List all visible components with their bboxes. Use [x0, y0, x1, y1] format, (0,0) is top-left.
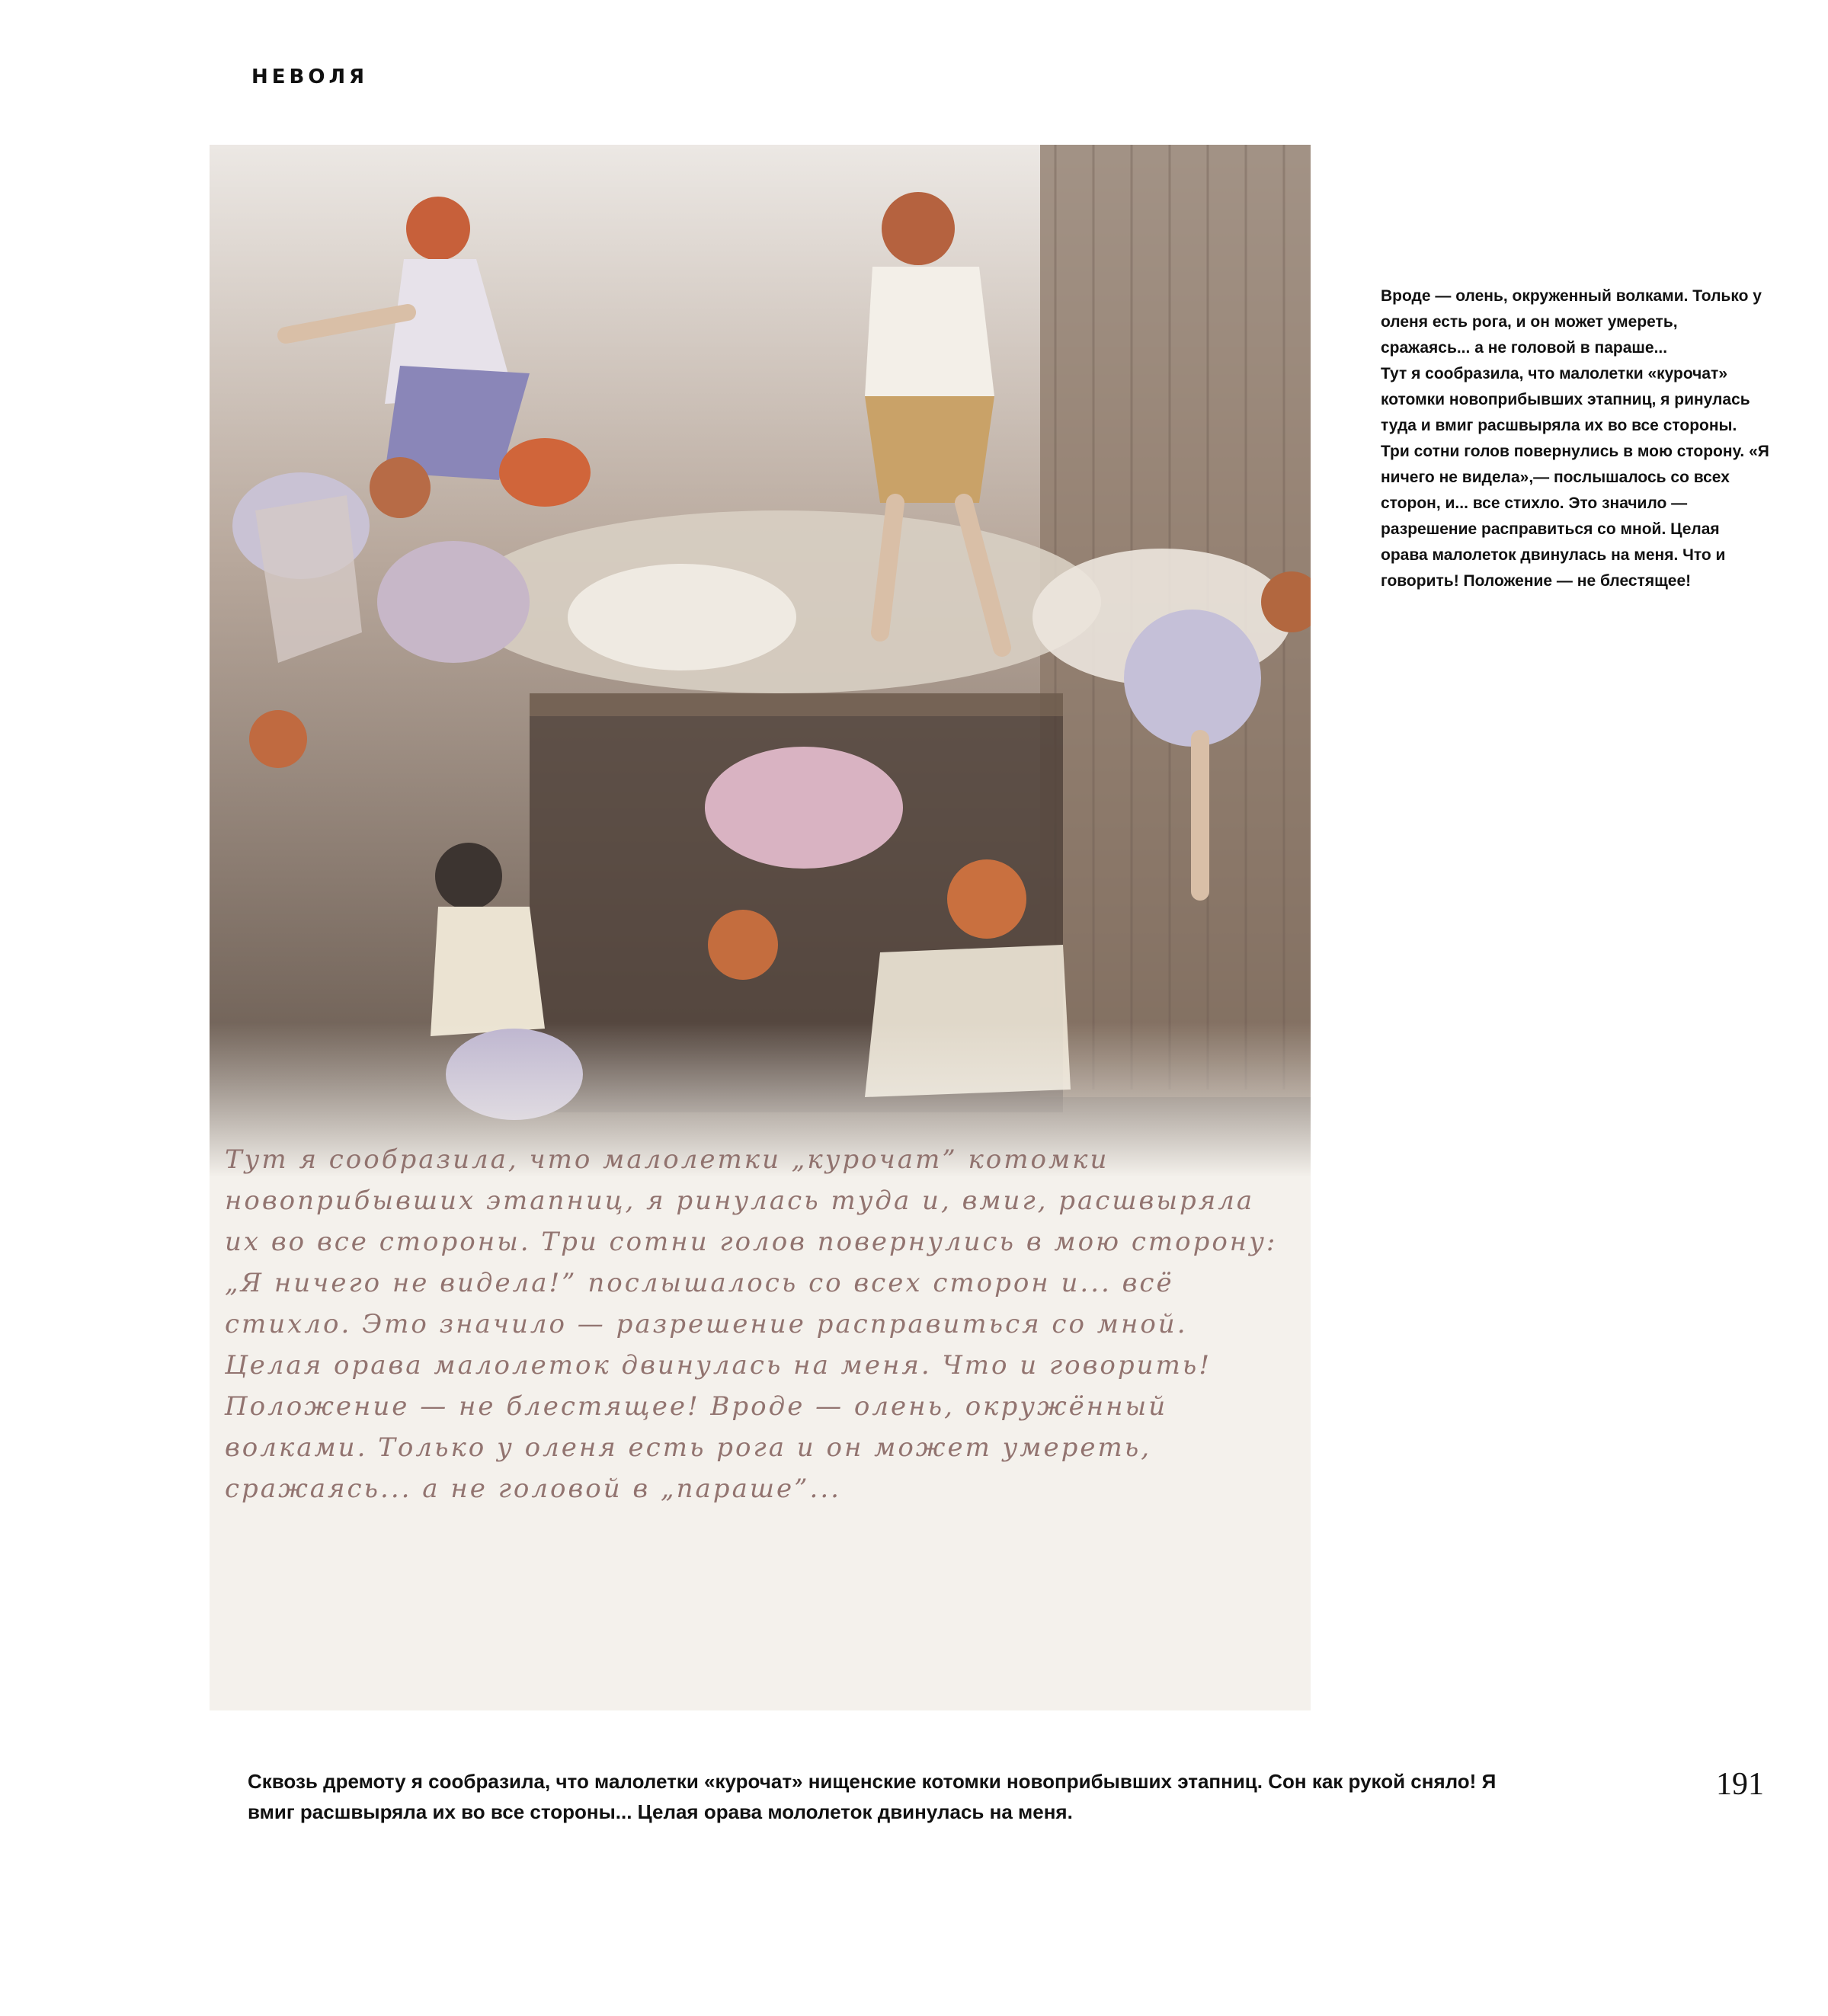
drawing-scene — [210, 145, 1311, 1177]
side-paragraph: Вроде — олень, окруженный волками. Только у оленя есть рога, и он может умереть, сражаясь... а не головой в параше... — [1381, 287, 1762, 357]
running-head: НЕВОЛЯ — [251, 66, 369, 88]
caption: Сквозь дремоту я сообразила, что малолетки «курочат» нищенские котомки новоприбывших этапниц. Сон как рукой сняло! Я вмиг расшвыряла их во все стороны... Целая орава мололеток двинулась на меня. — [248, 1770, 1497, 1823]
side-text — [1381, 283, 1769, 594]
drawing-illustration — [210, 145, 1311, 1710]
side-paragraph: Тут я сообразила, что малолетки «курочат» котомки новоприбывших этапниц, я ринулась туда и вмиг расшвыряла их во все стороны. Три сотни голов повернулись в мою сторону. «Я ничего не видела»,— послышалось со всех сторон, и... все стихло. Это значило — разрешение расправиться со мной. Целая орава малолеток двинулась на меня. Что и говорить! Положение — не блестящее! — [1381, 365, 1769, 590]
page-number: 191 — [1716, 1767, 1764, 1802]
handwritten-text: Тут я сообразила, что малолетки „курочат” котомки новоприбывших этапниц, я ринулась туда и, вмиг, расшвыряла их во все стороны. Три сотни голов повернулись в мою сторону: „Я ничего не видела!” послышалось со всех сторон и... всё стихло. Это значило — разрешение расправиться со мной. Целая орава малолеток двинулась на меня. Что и говорить! Положение — не блестящее! Вроде — олень, окружённый волками. Только у оленя есть рога и он может умереть, сражаясь... а не головой в „параше”... — [225, 1144, 1278, 1504]
